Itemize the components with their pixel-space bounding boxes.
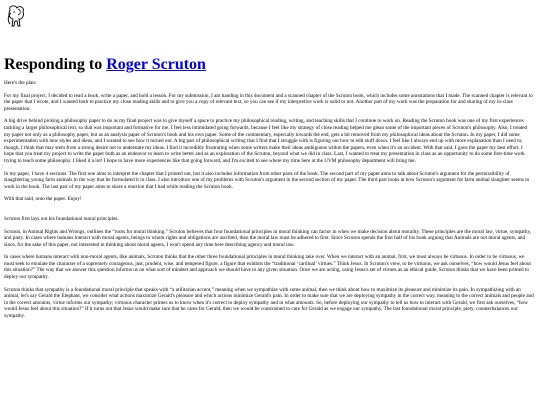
paragraph-sympathy: Scruton thinks that sympathy is a foundational moral principle that speaks with “a utilitarian accent,” meaning when we sympathize with some animal, then we think about how to maximize its pleasure and minimize its pain. In sympathizing with an animal, let's say Gerald the Elephant, we consider what actions maximize Gerald's pleasure and which actions minimize Gerald's pain. In order to make sure that we are deploying sympathy in the correct way, meaning to the correct animals and people and in the correct amounts, virtue informs our sympathy; virtuous character primes us to know when it's correct to deploy sympathy and in what amounts. So, before deploying our sympathy to tell us how to interact with Gerald, we first ask ourselves, “how would Jesus feel about this situation?” If it turns out that Jesus would make sure that he cares for Gerald, then we would be constrained to care for Gerald as we engage our sympathy. The last foundational moral principle, piety, counterbalances our sympathy.: [4, 286, 534, 320]
title-prefix: Responding to: [4, 56, 103, 73]
paragraph-project-intro: For my final project, I decided to read a book, write a paper, and hold a lesson. For my submission, I am handing in this document and a scanned chapter of the Scruton book, which includes some annotations that I made. The scanned chapter is relevant to the paper that I wrote, and I wanted both to practice my close reading skills and to give you a copy of relevant text, so you can see if my interpretive work is solid or not. Another part of my work was the preparation for and sharing of my in-class presentation.: [4, 92, 533, 112]
paragraph-sections: In my paper, I have 4 sections. The first one aims to interpret the chapter that I printed out, but it also includes information from other parts of the book. The second part of my paper aims to talk about Scruton's argument for the permissibility of slaughtering young farm animals in the way that he formulated it in class. I also introduce one of my problems with Scruton's argument in the second section of my paper. The third part looks at how Scruton's argument for farm animal slaughter seems to work in the book. The last part of my paper aims to share a reaction that I had while reading the Scruton book.: [4, 170, 530, 190]
paragraph-roots: Scruton, in Animal Rights and Wrongs, outlines the “roots for moral thinking.” Scruton believes that four foundational principles in moral thinking can factor in when we make decision about morality. These principles are the moral law, virtue, sympathy, and piety. In cases where humans interact with moral agents, beings to whom rights and obligations are ascribed, then the moral law must be adhered to first. Since Scruton spends the first half of his book arguing that Animals are not moral agents, and since, for the sake of this paper, not interested in thinking about moral agents, I won't spend any time here describing agency and moral law.: [4, 228, 532, 248]
elephant-logo-icon: [5, 4, 27, 30]
roger-scruton-link[interactable]: Roger Scruton: [106, 56, 206, 73]
body-text: [4, 80, 534, 326]
paragraph-foundational: Scruton first lays out his foundational moral principles.: [4, 215, 119, 222]
paragraph-enjoy: With that said, onto the paper. Enjoy!: [4, 196, 82, 203]
paragraph-virtue: In cases where humans interact with non-moral agents, like animals, Scruton thinks that the other three foundational principles in moral thinking take over. When we interact with an animal, first, we must always be virtuous. In order to be virtuous, we must seek to emulate the character of a supremely courageous, just, prudent, wise, and tempered figure, a figure that exhibits the “traditional ‘cardinal’ virtues.” Think Jesus. In Scruton's view, to be virtuous, we ask ourselves, “how would Jesus feel about this situation?” The way that we answer this question informs us on what sort of mindset and approach we should have to any given situation. Once we are acting, using Jesus's set of virtues as an ethical guide, Scruton thinks that we have been primed to deploy our sympathy.: [4, 254, 531, 281]
paragraph-plan: Here's the plan:: [4, 80, 37, 86]
page-title: [4, 56, 206, 74]
paragraph-motivation: A big drive behind picking a philosophy paper to do as my final project was to give myself a space to practice my philosophical reading, writing, and teaching skills that I continue to work on. Reading the Scruton book was one of my first experiences tackling a larger philosophical text, so that was important and formative for me. I feel less intimidated going forwards, because I feel like my strategy of close reading helped me glean some of the important pieces of Scruton's philosophy. Also, I treated my paper not only as a philosophy paper, but as an analysis paper of Scruton's book and his own paper. Some of the commentary, especially towards the end, gets a bit removed from my philosophical ideas about the Scruton. In my paper, I did some experimentation with new styles and ideas, and I wanted to see how it turned out. A big part of philosophical writing that I find that I struggle with is figuring out how to edit stuff down. I feel like I always end up with more explanation than I need to; though, I think that may stem from a strong desire not to understate my ideas. I find it incredibly frustrating when some writers make their ideas ambiguous within the papers, even when it's an accident. With that said, I gave the paper my best effort. I hope that you treat my project to write the paper both as an endeavor to learn to write better and as an exploration of the Scruton, beyond what we did in class. Last, I wanted to treat my presentation in class as an opportunity to do some first-time work trying to teach some philosophy. I liked it a lot! I hope to have more experiences like that going forward, and I'm excited to see where my time here at the UVM philosophy department will bring me.: [4, 118, 528, 164]
